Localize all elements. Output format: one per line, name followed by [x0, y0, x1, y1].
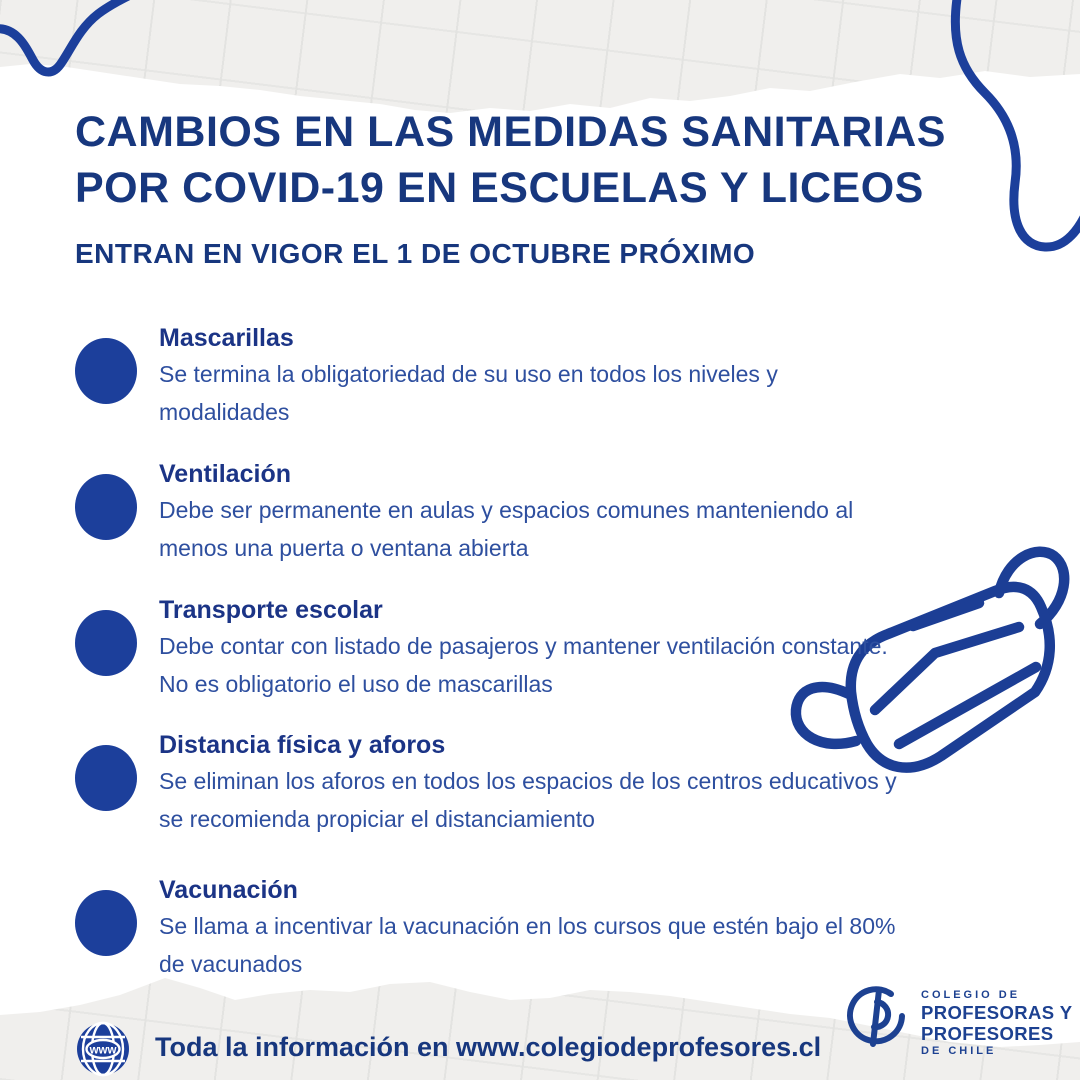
logo-line-profesoras: PROFESORAS Y	[921, 1002, 1073, 1023]
measure-description: Debe ser permanente en aulas y espacios comunes manteniendo al menos una puerta o ventana abierta	[159, 497, 854, 561]
bullet-dot-icon	[75, 474, 137, 540]
measure-heading: Ventilación	[159, 460, 291, 488]
footer-info-prefix: Toda la información en	[155, 1032, 457, 1062]
footer-info	[155, 1032, 821, 1063]
cp-monogram-icon	[845, 986, 909, 1050]
logo-line-profesores: PROFESORES	[921, 1023, 1054, 1044]
measure-description: Debe contar con listado de pasajeros y mantener ventilación constante. No es obligatorio el uso de mascarillas	[159, 633, 888, 697]
measure-item-mascarillas	[75, 322, 909, 431]
measure-item-vacunacion	[75, 874, 909, 983]
squiggle-top-right-icon	[930, 0, 1080, 260]
measure-description: Se termina la obligatoriedad de su uso en todos los niveles y modalidades	[159, 361, 778, 425]
measure-description: Se eliminan los aforos en todos los espacios de los centros educativos y se recomienda propiciar el distanciamiento	[159, 768, 897, 832]
bullet-dot-icon	[75, 338, 137, 404]
globe-www-icon	[74, 1020, 132, 1078]
title-line-1: CAMBIOS EN LAS MEDIDAS SANITARIAS	[75, 108, 946, 156]
measure-heading: Vacunación	[159, 876, 298, 904]
bullet-dot-icon	[75, 610, 137, 676]
logo-line-colegio-de: COLEGIO DE	[921, 989, 1021, 1001]
bullet-dot-icon	[75, 890, 137, 956]
measure-item-distancia-fisica	[75, 729, 909, 838]
bullet-dot-icon	[75, 745, 137, 811]
measure-item-transporte-escolar	[75, 594, 909, 703]
organization-logo	[845, 986, 1072, 1058]
page-subtitle: ENTRAN EN VIGOR EL 1 DE OCTUBRE PRÓXIMO	[75, 238, 756, 269]
website-link[interactable]: www.colegiodeprofesores.cl	[456, 1032, 822, 1062]
measure-heading: Transporte escolar	[159, 596, 383, 624]
measure-heading: Distancia física y aforos	[159, 731, 446, 759]
globe-www-label: www	[89, 1044, 117, 1057]
measure-heading: Mascarillas	[159, 324, 294, 352]
page-title	[75, 104, 946, 216]
measure-description: Se llama a incentivar la vacunación en los cursos que estén bajo el 80% de vacunados	[159, 913, 896, 977]
logo-line-de-chile: DE CHILE	[921, 1045, 997, 1057]
title-line-2: POR COVID-19 EN ESCUELAS Y LICEOS	[75, 164, 924, 212]
measure-item-ventilacion	[75, 458, 909, 567]
squiggle-top-left-icon	[0, 0, 220, 120]
